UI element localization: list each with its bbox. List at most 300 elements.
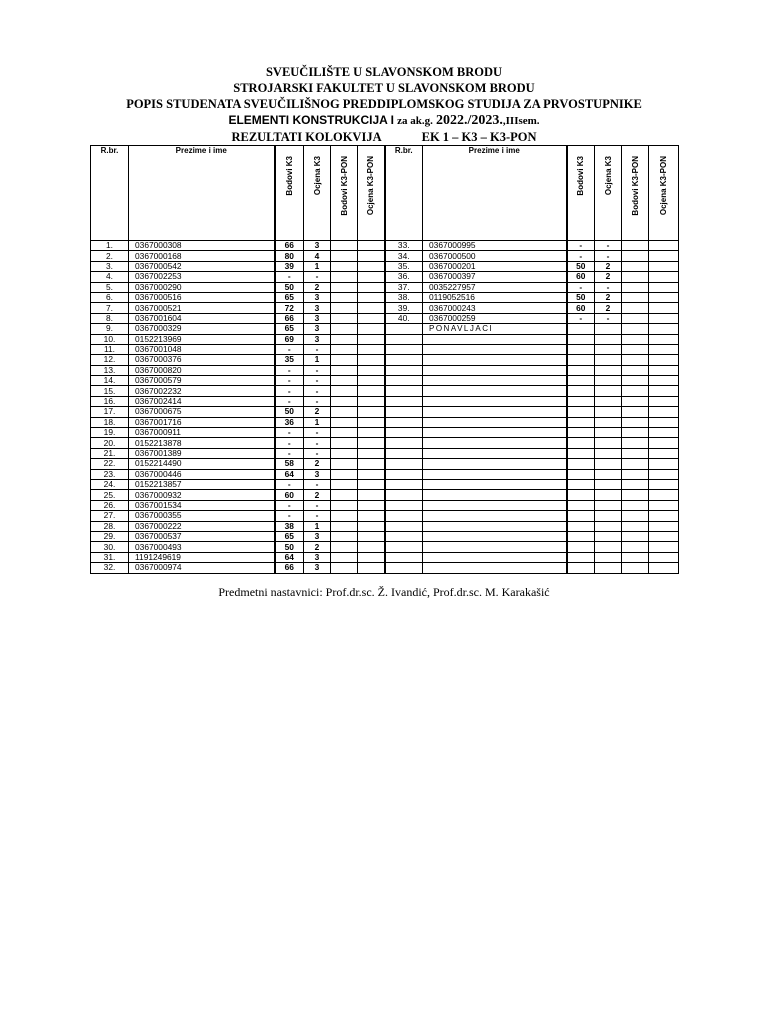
points-k3-pon-right — [622, 552, 649, 562]
student-id-right — [423, 334, 567, 344]
row-number: 27. — [91, 511, 129, 521]
table-row — [91, 261, 679, 271]
repeaters-label: PONAVLJACI — [423, 324, 567, 334]
table-row — [91, 334, 679, 344]
points-k3: - — [275, 386, 304, 396]
row-number-right: 39. — [385, 303, 423, 313]
row-number-right — [385, 459, 423, 469]
university-title: SVEUČILIŠTE U SLAVONSKOM BRODU — [265, 65, 503, 79]
grade-k3-pon — [358, 396, 385, 406]
table-row — [91, 479, 679, 489]
table-row — [91, 500, 679, 510]
grade-k3: - — [304, 438, 331, 448]
student-id-right: 0367000243 — [423, 303, 567, 313]
student-id-right: 0367000995 — [423, 241, 567, 251]
points-k3-right — [567, 490, 595, 500]
student-id-right — [423, 500, 567, 510]
grade-k3-pon — [358, 542, 385, 552]
points-k3-right: - — [567, 313, 595, 323]
grade-k3-right — [595, 511, 622, 521]
grade-k3: - — [304, 500, 331, 510]
row-number: 20. — [91, 438, 129, 448]
student-id-right — [423, 552, 567, 562]
student-id-right — [423, 428, 567, 438]
col-bodovi-k3: Bodovi K3 — [275, 146, 304, 241]
student-id-right: 0119052516 — [423, 292, 567, 302]
points-k3: - — [275, 428, 304, 438]
student-id-right — [423, 459, 567, 469]
grade-k3-pon-right — [649, 272, 679, 282]
results-title: REZULTATI KOLOKVIJA — [231, 130, 382, 144]
points-k3: - — [275, 479, 304, 489]
points-k3-pon — [331, 438, 358, 448]
row-number: 19. — [91, 428, 129, 438]
student-id-right — [423, 376, 567, 386]
row-number-right: 37. — [385, 282, 423, 292]
grade-k3: 3 — [304, 241, 331, 251]
row-number-right — [385, 365, 423, 375]
grade-k3: 4 — [304, 251, 331, 261]
grade-k3-pon — [358, 251, 385, 261]
points-k3: - — [275, 344, 304, 354]
points-k3: 65 — [275, 531, 304, 541]
grade-k3-right — [595, 324, 622, 334]
points-k3: 69 — [275, 334, 304, 344]
student-id-right — [423, 511, 567, 521]
row-number: 31. — [91, 552, 129, 562]
student-id: 0367000493 — [129, 542, 275, 552]
grade-k3-pon — [358, 490, 385, 500]
student-id-right: 0367000397 — [423, 272, 567, 282]
row-number: 16. — [91, 396, 129, 406]
grade-k3-pon — [358, 500, 385, 510]
points-k3-right — [567, 334, 595, 344]
points-k3-pon — [331, 303, 358, 313]
points-k3-pon — [331, 448, 358, 458]
row-number: 26. — [91, 500, 129, 510]
grade-k3-pon-right — [649, 386, 679, 396]
points-k3-pon-right — [622, 438, 649, 448]
grade-k3-pon-right — [649, 313, 679, 323]
points-k3-pon-right — [622, 490, 649, 500]
points-k3-pon — [331, 459, 358, 469]
student-id: 0152213857 — [129, 479, 275, 489]
points-k3: - — [275, 376, 304, 386]
points-k3: 66 — [275, 313, 304, 323]
exam-code: EK 1 – K3 – K3-PON — [421, 130, 537, 144]
points-k3: 39 — [275, 261, 304, 271]
points-k3: 65 — [275, 324, 304, 334]
col-bodovi-k3-pon: Bodovi K3-PON — [331, 146, 358, 241]
course-line — [0, 112, 768, 129]
grade-k3-right — [595, 396, 622, 406]
student-id: 0367000168 — [129, 251, 275, 261]
points-k3-right — [567, 531, 595, 541]
points-k3-pon — [331, 324, 358, 334]
student-id-right: 0367000201 — [423, 261, 567, 271]
grade-k3: 3 — [304, 469, 331, 479]
points-k3-pon-right — [622, 324, 649, 334]
faculty-title: STROJARSKI FAKULTET U SLAVONSKOM BRODU — [233, 81, 535, 95]
table-row — [91, 355, 679, 365]
points-k3-right — [567, 479, 595, 489]
col-ocjena-k3-right: Ocjena K3 — [595, 146, 622, 241]
table-row — [91, 417, 679, 427]
student-id: 0367000516 — [129, 292, 275, 302]
points-k3-pon-right — [622, 251, 649, 261]
points-k3-pon-right — [622, 334, 649, 344]
grade-k3-right — [595, 417, 622, 427]
row-number-right — [385, 438, 423, 448]
points-k3-right: - — [567, 241, 595, 251]
student-id: 0367002414 — [129, 396, 275, 406]
grade-k3-pon — [358, 334, 385, 344]
row-number-right: 33. — [385, 241, 423, 251]
points-k3-right — [567, 459, 595, 469]
points-k3: 36 — [275, 417, 304, 427]
grade-k3-right — [595, 563, 622, 573]
grade-k3-pon — [358, 292, 385, 302]
points-k3-pon-right — [622, 272, 649, 282]
grade-k3-pon — [358, 355, 385, 365]
student-id: 0367000355 — [129, 511, 275, 521]
grade-k3: - — [304, 511, 331, 521]
student-id-right — [423, 531, 567, 541]
grade-k3-pon — [358, 303, 385, 313]
grade-k3-pon — [358, 324, 385, 334]
row-number: 11. — [91, 344, 129, 354]
points-k3: 60 — [275, 490, 304, 500]
row-number-right — [385, 500, 423, 510]
points-k3-right — [567, 500, 595, 510]
student-id: 0367000542 — [129, 261, 275, 271]
grade-k3-pon — [358, 563, 385, 573]
points-k3-pon — [331, 490, 358, 500]
grade-k3: 3 — [304, 334, 331, 344]
student-id: 0367000222 — [129, 521, 275, 531]
points-k3-pon-right — [622, 521, 649, 531]
grade-k3-right: - — [595, 282, 622, 292]
student-id: 0367000537 — [129, 531, 275, 541]
student-id-right — [423, 563, 567, 573]
table-row — [91, 438, 679, 448]
col-ocjena-k3: Ocjena K3 — [304, 146, 331, 241]
points-k3-right — [567, 407, 595, 417]
grade-k3-pon-right — [649, 469, 679, 479]
academic-year-label: za ak.g. — [397, 115, 433, 127]
row-number: 10. — [91, 334, 129, 344]
student-id: 0152214490 — [129, 459, 275, 469]
grade-k3-pon — [358, 438, 385, 448]
points-k3-right — [567, 448, 595, 458]
table-row — [91, 552, 679, 562]
grade-k3-pon-right — [649, 324, 679, 334]
points-k3-right — [567, 521, 595, 531]
grade-k3-pon-right — [649, 344, 679, 354]
points-k3-pon — [331, 469, 358, 479]
grade-k3-right — [595, 459, 622, 469]
table-row — [91, 344, 679, 354]
table-row — [91, 428, 679, 438]
points-k3-right — [567, 386, 595, 396]
row-number-right — [385, 521, 423, 531]
student-id: 0367000329 — [129, 324, 275, 334]
table-row — [91, 292, 679, 302]
student-id-right — [423, 490, 567, 500]
grade-k3-pon — [358, 386, 385, 396]
points-k3-pon-right — [622, 459, 649, 469]
points-k3-pon-right — [622, 344, 649, 354]
points-k3: 72 — [275, 303, 304, 313]
student-id: 0367000446 — [129, 469, 275, 479]
grade-k3: 1 — [304, 355, 331, 365]
points-k3-pon-right — [622, 500, 649, 510]
student-id: 0367000308 — [129, 241, 275, 251]
table-row — [91, 448, 679, 458]
grade-k3: - — [304, 344, 331, 354]
grade-k3-right — [595, 479, 622, 489]
row-number-right — [385, 417, 423, 427]
student-id-right — [423, 344, 567, 354]
grade-k3-pon-right — [649, 459, 679, 469]
grade-k3-pon — [358, 521, 385, 531]
grade-k3: 2 — [304, 407, 331, 417]
grade-k3-right — [595, 428, 622, 438]
points-k3-right: 60 — [567, 303, 595, 313]
row-number-right — [385, 344, 423, 354]
grade-k3-pon — [358, 365, 385, 375]
grade-k3-pon-right — [649, 479, 679, 489]
col-name-right: Prezime i ime — [423, 146, 567, 241]
points-k3-pon-right — [622, 386, 649, 396]
student-id: 0367000376 — [129, 355, 275, 365]
student-id-right — [423, 479, 567, 489]
points-k3: 58 — [275, 459, 304, 469]
student-id-right — [423, 448, 567, 458]
row-number-right — [385, 428, 423, 438]
row-number: 24. — [91, 479, 129, 489]
table-row — [91, 376, 679, 386]
row-number-right: 35. — [385, 261, 423, 271]
points-k3-right — [567, 376, 595, 386]
row-number: 29. — [91, 531, 129, 541]
points-k3-right — [567, 365, 595, 375]
points-k3-pon — [331, 334, 358, 344]
row-number: 8. — [91, 313, 129, 323]
table-row — [91, 407, 679, 417]
grade-k3-right — [595, 490, 622, 500]
points-k3-pon-right — [622, 241, 649, 251]
student-id: 0367002232 — [129, 386, 275, 396]
table-header-row — [91, 146, 679, 241]
row-number-right: 40. — [385, 313, 423, 323]
table-row — [91, 396, 679, 406]
grade-k3-pon-right — [649, 500, 679, 510]
points-k3-pon-right — [622, 428, 649, 438]
grade-k3: 2 — [304, 282, 331, 292]
student-id: 0367001389 — [129, 448, 275, 458]
points-k3-right: 60 — [567, 272, 595, 282]
points-k3-pon-right — [622, 313, 649, 323]
points-k3-pon — [331, 428, 358, 438]
table-row — [91, 241, 679, 251]
row-number: 14. — [91, 376, 129, 386]
grade-k3-right: - — [595, 313, 622, 323]
student-id-right — [423, 365, 567, 375]
student-id-right — [423, 396, 567, 406]
points-k3: 65 — [275, 292, 304, 302]
teachers-footer: Predmetni nastavnici: Prof.dr.sc. Ž. Ivandić, Prof.dr.sc. M. Karakašić — [218, 585, 550, 599]
grade-k3-right — [595, 334, 622, 344]
row-number: 22. — [91, 459, 129, 469]
grade-k3: 3 — [304, 324, 331, 334]
points-k3-pon — [331, 563, 358, 573]
grade-k3-pon — [358, 479, 385, 489]
student-id: 0152213878 — [129, 438, 275, 448]
col-bodovi-k3-right: Bodovi K3 — [567, 146, 595, 241]
student-id-right — [423, 407, 567, 417]
grade-k3: - — [304, 448, 331, 458]
row-number-right — [385, 479, 423, 489]
grade-k3-right: - — [595, 241, 622, 251]
student-id: 0367000911 — [129, 428, 275, 438]
grade-k3-right — [595, 552, 622, 562]
points-k3: 80 — [275, 251, 304, 261]
points-k3-pon — [331, 500, 358, 510]
document-header — [0, 64, 768, 145]
row-number-right — [385, 511, 423, 521]
points-k3-pon-right — [622, 376, 649, 386]
row-number-right — [385, 552, 423, 562]
row-number: 32. — [91, 563, 129, 573]
points-k3-pon-right — [622, 542, 649, 552]
student-id-right — [423, 438, 567, 448]
col-ocjena-k3-pon-right: Ocjena K3-PON — [649, 146, 679, 241]
points-k3: 35 — [275, 355, 304, 365]
table-row — [91, 511, 679, 521]
student-id-right: 0035227957 — [423, 282, 567, 292]
grade-k3-pon — [358, 459, 385, 469]
points-k3-pon-right — [622, 563, 649, 573]
points-k3-right — [567, 511, 595, 521]
points-k3-pon — [331, 386, 358, 396]
grade-k3-pon-right — [649, 490, 679, 500]
row-number: 30. — [91, 542, 129, 552]
student-id: 0367001534 — [129, 500, 275, 510]
points-k3-pon-right — [622, 531, 649, 541]
row-number-right — [385, 355, 423, 365]
points-k3: 50 — [275, 542, 304, 552]
grade-k3-pon-right — [649, 334, 679, 344]
points-k3-right — [567, 417, 595, 427]
academic-year: 2022./2023. — [436, 113, 503, 128]
row-number: 23. — [91, 469, 129, 479]
grade-k3-pon-right — [649, 542, 679, 552]
col-ocjena-k3-pon: Ocjena K3-PON — [358, 146, 385, 241]
table-row — [91, 251, 679, 261]
student-id: 0367000932 — [129, 490, 275, 500]
row-number-right — [385, 396, 423, 406]
list-title: POPIS STUDENATA SVEUČILIŠNOG PREDDIPLOMSKOG STUDIJA ZA PRVOSTUPNIKE — [126, 97, 642, 111]
grade-k3-right — [595, 407, 622, 417]
points-k3: - — [275, 272, 304, 282]
grade-k3-pon-right — [649, 428, 679, 438]
grade-k3-pon — [358, 552, 385, 562]
row-number: 17. — [91, 407, 129, 417]
grade-k3: - — [304, 365, 331, 375]
points-k3-pon-right — [622, 292, 649, 302]
student-id-right — [423, 521, 567, 531]
student-id-right — [423, 542, 567, 552]
grade-k3-pon — [358, 272, 385, 282]
row-number-right — [385, 490, 423, 500]
student-id-right — [423, 417, 567, 427]
points-k3-pon — [331, 511, 358, 521]
grade-k3: 3 — [304, 303, 331, 313]
points-k3-right — [567, 438, 595, 448]
points-k3: 64 — [275, 469, 304, 479]
grade-k3-right — [595, 521, 622, 531]
grade-k3: 2 — [304, 542, 331, 552]
grade-k3-right — [595, 344, 622, 354]
grade-k3-pon-right — [649, 365, 679, 375]
points-k3-right — [567, 563, 595, 573]
points-k3-right — [567, 542, 595, 552]
grade-k3-right — [595, 438, 622, 448]
grade-k3-right — [595, 355, 622, 365]
grade-k3-right — [595, 376, 622, 386]
table-row — [91, 469, 679, 479]
points-k3-pon — [331, 396, 358, 406]
points-k3-pon-right — [622, 303, 649, 313]
row-number-right: 36. — [385, 272, 423, 282]
row-number-right — [385, 531, 423, 541]
grade-k3-pon-right — [649, 355, 679, 365]
row-number: 2. — [91, 251, 129, 261]
grade-k3-pon-right — [649, 563, 679, 573]
points-k3-pon-right — [622, 407, 649, 417]
grade-k3-right — [595, 448, 622, 458]
student-id: 0367000820 — [129, 365, 275, 375]
grade-k3-pon — [358, 313, 385, 323]
table-row — [91, 313, 679, 323]
row-number: 7. — [91, 303, 129, 313]
table-row — [91, 324, 679, 334]
student-id: 0367000675 — [129, 407, 275, 417]
grade-k3: 3 — [304, 552, 331, 562]
table-row — [91, 490, 679, 500]
grade-k3: 3 — [304, 292, 331, 302]
row-number-right — [385, 469, 423, 479]
grade-k3: 1 — [304, 417, 331, 427]
points-k3-pon-right — [622, 355, 649, 365]
row-number: 5. — [91, 282, 129, 292]
points-k3: 66 — [275, 241, 304, 251]
grade-k3-pon-right — [649, 448, 679, 458]
row-number: 12. — [91, 355, 129, 365]
student-id-right — [423, 386, 567, 396]
points-k3-pon — [331, 365, 358, 375]
points-k3-pon — [331, 407, 358, 417]
student-id: 0367000579 — [129, 376, 275, 386]
table-row — [91, 459, 679, 469]
grade-k3-pon-right — [649, 438, 679, 448]
table-row — [91, 303, 679, 313]
points-k3-right — [567, 552, 595, 562]
student-id-right: 0367000259 — [423, 313, 567, 323]
points-k3-pon-right — [622, 417, 649, 427]
points-k3-right — [567, 396, 595, 406]
